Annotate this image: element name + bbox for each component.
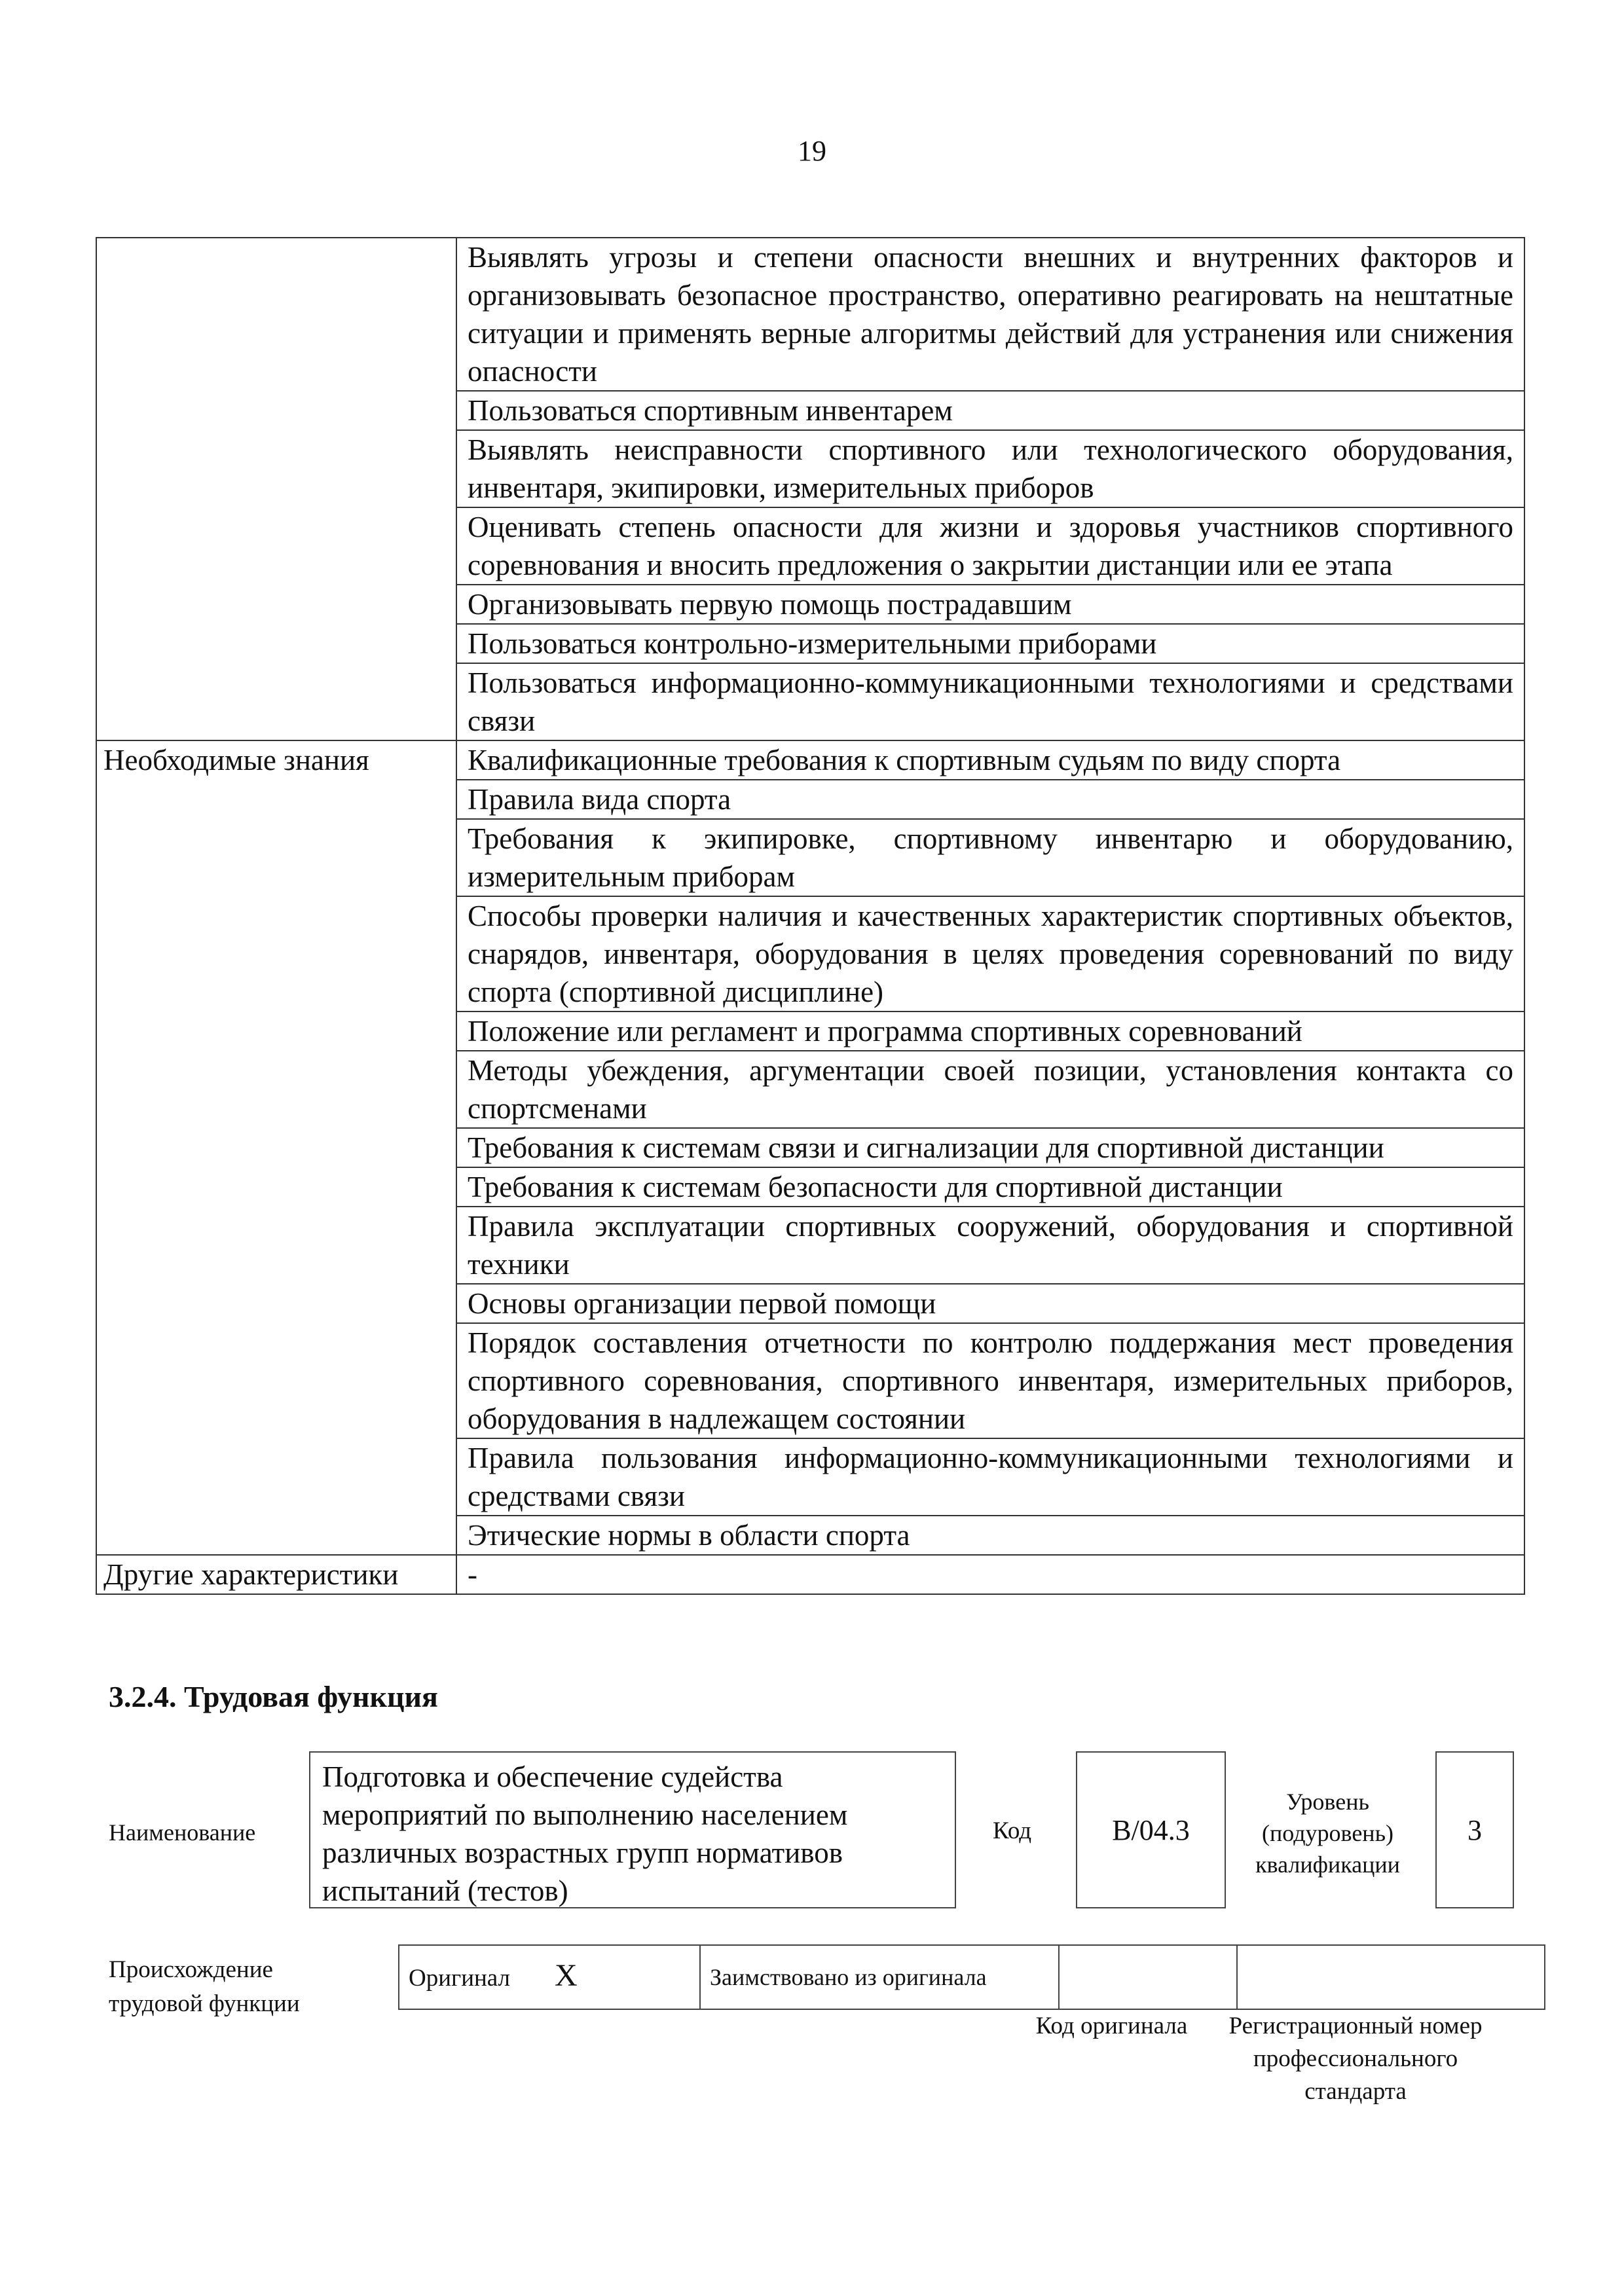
table-row [96,1438,1524,1516]
row-value-cell: Выявлять угрозы и степени опасности внешних и внутренних факторов и организовывать безопасное пространство, оперативно реагировать на нештатные ситуации и применять верные алгоритмы действий для устранения или снижения опасности [456,238,1524,391]
qualification-level-label: Уровень (подуровень) квалификации [1255,1789,1400,1878]
row-value-cell: Пользоваться спортивным инвентарем [456,391,1524,430]
origin-original-label: Оригинал [409,1965,511,1992]
table-row [96,819,1524,896]
row-value-cell: Требования к системам связи и сигнализации для спортивной дистанции [456,1128,1524,1167]
qualification-level-text: 3 [1467,1813,1482,1846]
origin-original-cell [399,1945,700,2009]
row-value-cell: Методы убеждения, аргументации своей позиции, установления контакта со спортсменами [456,1051,1524,1128]
table-row [96,1284,1524,1323]
origin-original-mark: X [555,1958,578,1993]
row-value-cell: Способы проверки наличия и качественных характеристик спортивных объектов, снарядов, инвентаря, оборудования в целях проведения соревнований по виду спорта (спортивной дисциплине) [456,896,1524,1011]
table-row [96,430,1524,507]
row-label-cell [96,1284,456,1323]
row-label-cell: Другие характеристики [96,1555,456,1594]
function-code-label: Код [993,1817,1032,1844]
function-name-value: Подготовка и обеспечение судейства мероприятий по выполнению населением различных возрастных групп нормативов испытаний (тестов) [309,1751,956,1908]
row-value-cell: Порядок составления отчетности по контролю поддержания мест проведения спортивного соревнования, спортивного инвентаря, измерительных приборов, оборудования в надлежащем состоянии [456,1323,1524,1438]
origin-code-cell [1059,1945,1237,2009]
table-row [96,585,1524,624]
row-value-cell: Правила вида спорта [456,780,1524,819]
qualification-level-value [1435,1751,1514,1908]
row-value-cell: Организовывать первую помощь пострадавшим [456,585,1524,624]
table-row [96,624,1524,663]
row-value-cell: Этические нормы в области спорта [456,1516,1524,1555]
row-label-cell [96,585,456,624]
origin-reg-number-cell [1237,1945,1545,2009]
row-value-cell: Требования к экипировке, спортивному инвентарю и оборудованию, измерительным приборам [456,819,1524,896]
row-value-cell: Выявлять неисправности спортивного или технологического оборудования, инвентаря, экипировки, измерительных приборов [456,430,1524,507]
row-label-cell [96,624,456,663]
table-row [96,391,1524,430]
table-row [96,238,1524,391]
requirements-table [96,237,1525,1595]
row-value-cell: Правила пользования информационно-коммуникационными технологиями и средствами связи [456,1438,1524,1516]
row-label-cell [96,1207,456,1284]
table-row [96,1323,1524,1438]
row-value-cell: Основы организации первой помощи [456,1284,1524,1323]
row-label-cell [96,1167,456,1207]
function-name-label: Наименование [109,1819,256,1846]
origin-reg-caption: Регистрационный номер профессионального стандарта [1228,2013,1483,2105]
table-row [96,896,1524,1011]
origin-borrowed-cell [700,1945,1059,2009]
row-label-cell [96,238,456,391]
row-label-cell [96,663,456,740]
origin-label-text: Происхождение трудовой функции [109,1956,300,2017]
table-row [96,1207,1524,1284]
row-label-cell [96,1051,456,1128]
origin-borrowed-label: Заимствовано из оригинала [710,1964,987,1990]
page-number: 19 [798,135,826,167]
table-row [96,740,1524,780]
table-row [96,1516,1524,1555]
row-label-cell [96,1438,456,1516]
section-heading: 3.2.4. Трудовая функция [109,1680,438,1713]
table-row [96,663,1524,740]
row-label-cell [96,780,456,819]
row-value-cell: Оценивать степень опасности для жизни и здоровья участников спортивного соревнования и вносить предложения о закрытии дистанции или ее этапа [456,507,1524,585]
table-row [96,1011,1524,1051]
table-row [96,1128,1524,1167]
row-value-cell: Правила эксплуатации спортивных сооружений, оборудования и спортивной техники [456,1207,1524,1284]
origin-code-caption: Код оригинала [1035,2013,1188,2039]
table-row [96,1167,1524,1207]
table-row [96,1555,1524,1594]
origin-label [109,1953,344,2021]
row-label-cell [96,819,456,896]
row-value-cell: Пользоваться информационно-коммуникационными технологиями и средствами связи [456,663,1524,740]
row-value-cell: Требования к системам безопасности для спортивной дистанции [456,1167,1524,1207]
row-value-cell: Положение или регламент и программа спортивных соревнований [456,1011,1524,1051]
row-label-cell [96,507,456,585]
function-code-text: B/04.3 [1112,1813,1190,1846]
function-code-value [1076,1751,1226,1908]
row-label-cell [96,430,456,507]
table-row [96,780,1524,819]
row-label-cell [96,1128,456,1167]
row-label-cell [96,896,456,1011]
row-label-cell [96,1011,456,1051]
table-row [96,507,1524,585]
origin-table [398,1944,1545,2010]
row-label-cell [96,391,456,430]
row-label-cell [96,1516,456,1555]
table-row [96,1051,1524,1128]
row-value-cell: - [456,1555,1524,1594]
row-label-cell [96,1323,456,1438]
row-label-cell: Необходимые знания [96,740,456,780]
row-value-cell: Квалификационные требования к спортивным судьям по виду спорта [456,740,1524,780]
row-value-cell: Пользоваться контрольно-измерительными приборами [456,624,1524,663]
